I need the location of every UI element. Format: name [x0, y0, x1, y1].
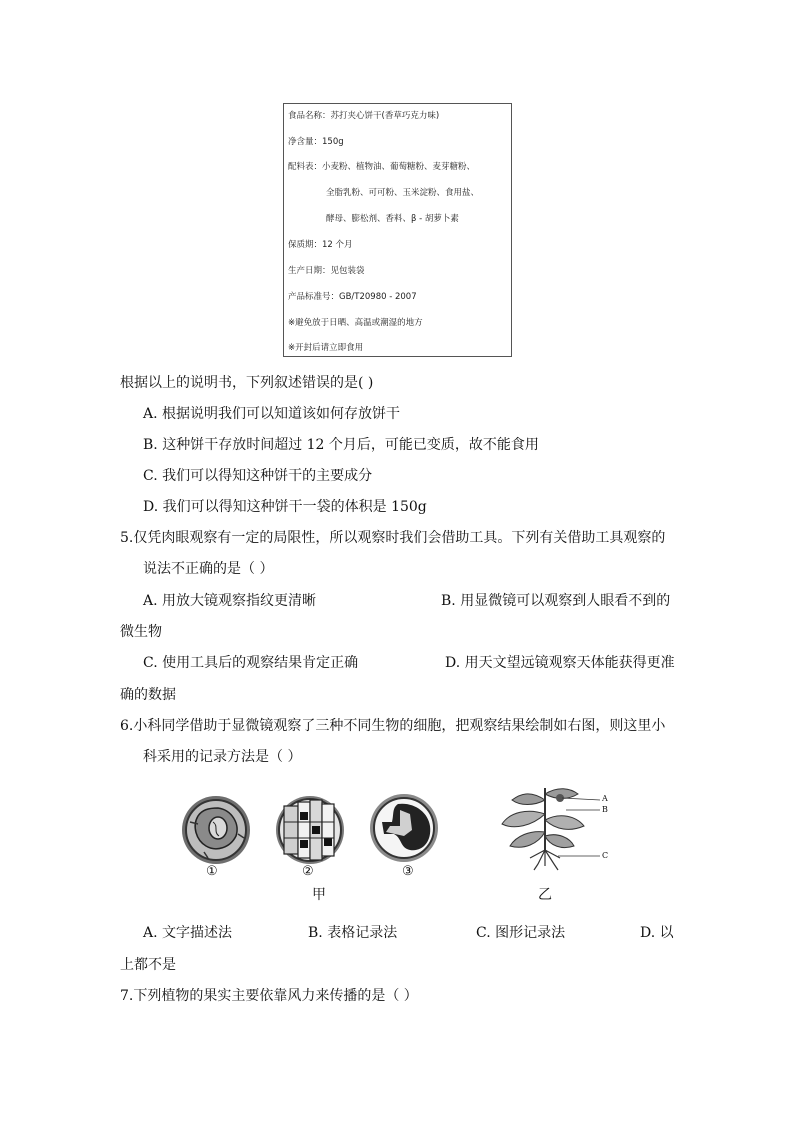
figure-caption-yi: 乙	[538, 887, 552, 903]
q5-option-b: B. 用显微镜可以观察到人眼看不到的	[441, 593, 671, 609]
label-name: 食品名称：苏打夹心饼干(香草巧克力味)	[288, 111, 440, 121]
q5-option-d: D. 用天文望远镜观察天体能获得更准	[445, 655, 675, 671]
q5-option-d-cont: 确的数据	[120, 687, 176, 703]
plant-label-c: C	[602, 851, 609, 860]
q6-stem-line2: 科采用的记录方法是（ ）	[143, 749, 302, 765]
q6-option-d-cont: 上都不是	[120, 957, 176, 973]
q4-option-c: C. 我们可以得知这种饼干的主要成分	[143, 468, 373, 484]
plant-drawing	[502, 788, 600, 870]
q5-option-c: C. 使用工具后的观察结果肯定正确	[143, 655, 359, 671]
label-shelf-life: 保质期：12 个月	[288, 240, 353, 250]
figure-label-3: ③	[402, 864, 414, 879]
q5-stem-line1: 5.仅凭肉眼观察有一定的局限性，所以观察时我们会借助工具。下列有关借助工具观察的	[120, 530, 666, 546]
label-production-date: 生产日期：见包装袋	[288, 266, 365, 276]
q5-stem-line2: 说法不正确的是（ ）	[143, 561, 274, 577]
label-standard-number: 产品标准号：GB/T20980 - 2007	[288, 292, 417, 302]
food-label	[283, 103, 512, 357]
cell-drawing-1	[182, 796, 250, 864]
label-storage-note: ※避免放于日晒、高温或潮湿的地方	[288, 318, 423, 328]
plant-label-a: A	[602, 794, 608, 803]
q4-option-a: A. 根据说明我们可以知道该如何存放饼干	[143, 406, 401, 422]
figure-label-2: ②	[302, 864, 314, 879]
q4-option-d: D. 我们可以得知这种饼干一袋的体积是 150g	[143, 499, 427, 515]
label-ingredients-line1: 配料表：小麦粉、植物油、葡萄糖粉、麦芽糖粉、	[288, 162, 476, 172]
label-opening-note: ※开封后请立即食用	[288, 343, 364, 353]
q6-stem-line1: 6.小科同学借助于显微镜观察了三种不同生物的细胞，把观察结果绘制如右图，则这里小	[120, 718, 666, 734]
plant-label-b: B	[602, 805, 608, 814]
q7-stem: 7.下列植物的果实主要依靠风力来传播的是（ ）	[120, 988, 418, 1004]
q6-figure	[170, 780, 630, 904]
q4-option-b: B. 这种饼干存放时间超过 12 个月后，可能已变质，故不能食用	[143, 437, 539, 453]
q4-stem: 根据以上的说明书，下列叙述错误的是( )	[120, 375, 374, 391]
q6-option-a: A. 文字描述法	[143, 925, 233, 941]
figure-caption-jia: 甲	[312, 887, 326, 903]
q5-option-b-cont: 微生物	[120, 624, 162, 640]
q6-option-c: C. 图形记录法	[476, 925, 566, 941]
label-ingredients-line2: 全脂乳粉、可可粉、玉米淀粉、食用盐、	[326, 188, 480, 198]
cell-drawing-3	[370, 794, 438, 862]
label-ingredients-line3: 酵母、膨松剂、香料、β - 胡萝卜素	[326, 214, 459, 224]
q6-option-d: D. 以	[640, 925, 674, 941]
cell-and-plant-drawings	[170, 780, 630, 904]
figure-label-1: ①	[206, 864, 218, 879]
q6-option-b: B. 表格记录法	[308, 925, 398, 941]
label-net-weight: 净含量：150g	[288, 137, 344, 147]
cell-drawing-2	[276, 796, 344, 864]
q5-option-a: A. 用放大镜观察指纹更清晰	[143, 593, 317, 609]
